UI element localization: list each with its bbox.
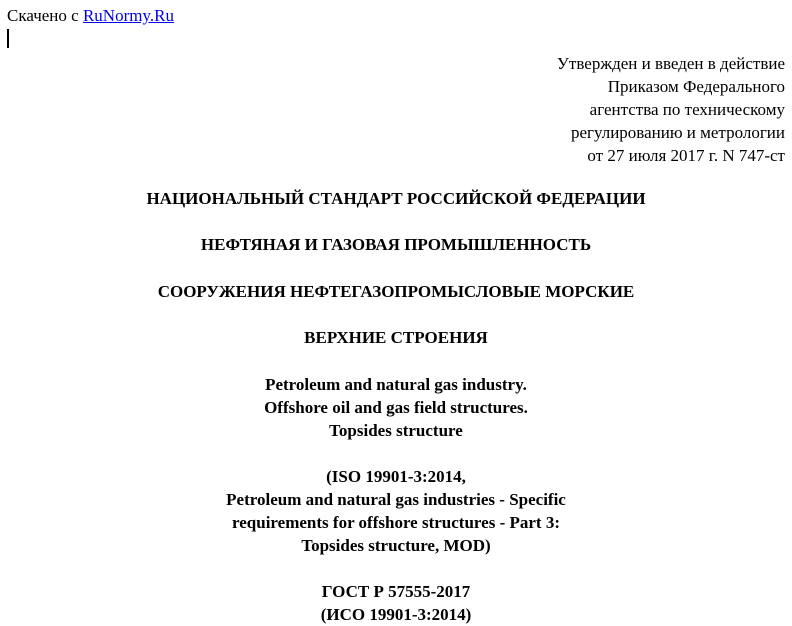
text-cursor xyxy=(7,29,9,48)
approval-line: регулированию и метрологии xyxy=(570,123,785,142)
english-title xyxy=(0,373,792,442)
iso-reference-line: requirements for offshore structures - Part 3: xyxy=(232,513,560,532)
iso-reference-line: (ISO 19901-3:2014, xyxy=(326,467,466,486)
national-standard-heading: НАЦИОНАЛЬНЫЙ СТАНДАРТ РОССИЙСКОЙ ФЕДЕРАЦИИ xyxy=(146,189,646,208)
iso-number: (ИСО 19901-3:2014) xyxy=(320,605,472,624)
approval-line: агентства по техническому xyxy=(589,100,785,119)
english-title-line: Offshore oil and gas field structures. xyxy=(264,398,528,417)
source-link[interactable]: RuNormy.Ru xyxy=(82,6,174,25)
gost-number: ГОСТ Р 57555-2017 xyxy=(321,582,471,601)
source-prefix: Скачено с xyxy=(7,6,83,25)
approval-block xyxy=(557,52,785,167)
topsides-heading: ВЕРХНИЕ СТРОЕНИЯ xyxy=(304,328,488,347)
approval-line: Приказом Федерального xyxy=(607,77,785,96)
structures-heading: СООРУЖЕНИЯ НЕФТЕГАЗОПРОМЫСЛОВЫЕ МОРСКИЕ xyxy=(157,282,635,301)
approval-line: от 27 июля 2017 г. N 747-ст xyxy=(587,146,785,165)
iso-reference-line: Petroleum and natural gas industries - Specific xyxy=(226,490,566,509)
iso-reference-line: Topsides structure, MOD) xyxy=(301,536,491,555)
english-title-line: Topsides structure xyxy=(329,421,463,440)
industry-heading: НЕФТЯНАЯ И ГАЗОВАЯ ПРОМЫШЛЕННОСТЬ xyxy=(200,235,592,254)
source-line xyxy=(7,6,174,26)
english-title-line: Petroleum and natural gas industry. xyxy=(265,375,527,394)
standard-designation xyxy=(0,580,792,626)
iso-reference xyxy=(0,465,792,557)
approval-line: Утвержден и введен в действие xyxy=(556,54,785,73)
